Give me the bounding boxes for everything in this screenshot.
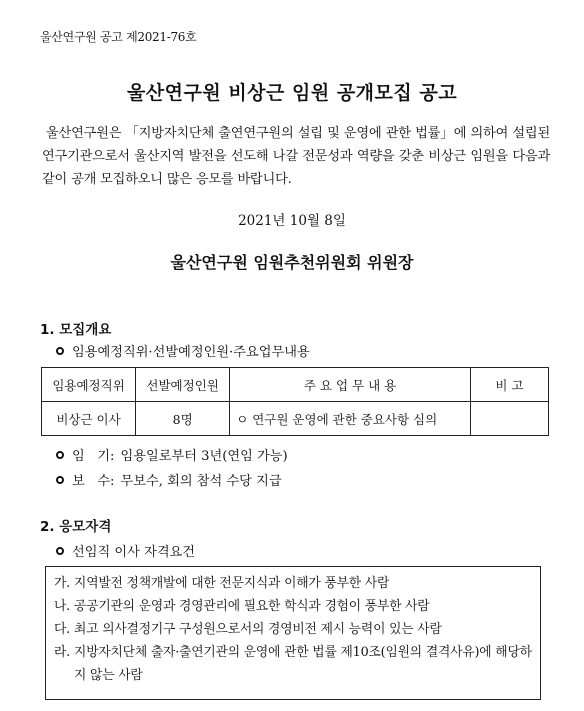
qualification-box	[45, 566, 541, 700]
table-cell-duties: ㅇ 연구원 운영에 관한 중요사항 심의	[230, 402, 471, 436]
list-item	[54, 641, 532, 687]
section-heading-eligibility: 2. 응모자격	[40, 519, 112, 535]
list-item	[54, 572, 532, 595]
issuer-name: 울산연구원 임원추천위원회 위원장	[170, 253, 414, 272]
table-header-position: 임용예정직위	[42, 368, 136, 402]
table-cell-headcount: 8명	[136, 402, 230, 436]
subheading-director-qualifications	[56, 541, 195, 560]
list-marker: 라.	[54, 645, 71, 660]
table-cell-remarks	[470, 402, 548, 436]
term-label: 임 기:	[72, 449, 115, 464]
list-item-text: 지역발전 정책개발에 대한 전문지식과 이해가 풍부한 사람	[74, 576, 390, 591]
circle-bullet-icon	[56, 347, 64, 355]
document-number: 울산연구원 공고 제2021-76호	[40, 30, 197, 44]
announcement-date: 2021년 10월 8일	[238, 213, 346, 229]
circle-bullet-icon	[56, 547, 64, 555]
term-line	[56, 445, 288, 464]
subheading-position-overview	[56, 341, 310, 360]
list-item	[54, 595, 532, 618]
table-header-remarks: 비 고	[470, 368, 548, 402]
term-value: 임용일로부터 3년(연임 가능)	[120, 449, 288, 464]
table-row	[42, 402, 549, 436]
subheading-text: 임용예정직위·선발예정인원·주요업무내용	[72, 345, 310, 360]
pay-line	[56, 470, 282, 489]
circle-bullet-icon	[56, 476, 64, 484]
position-table	[41, 367, 549, 436]
list-item-text: 지방자치단체 출자·출연기관의 운영에 관한 법률 제10조(임원의 결격사유)에 해당하지 않는 사람	[74, 645, 532, 683]
table-header-row	[42, 368, 549, 402]
page-title: 울산연구원 비상근 임원 공개모집 공고	[126, 82, 458, 104]
intro-paragraph: 울산연구원은 「지방자치단체 출연연구원의 설립 및 운영에 관한 법률」에 의하여 설립된 연구기관으로서 울산지역 발전을 선도해 나갈 전문성과 역량을 갖춘 비상근 임원을 다음과 같이 공개 모집하오니 많은 응모를 바랍니다.	[42, 126, 550, 187]
pay-label: 보 수:	[72, 474, 115, 489]
list-marker: 나.	[54, 599, 71, 614]
list-marker: 다.	[54, 622, 71, 637]
table-cell-position: 비상근 이사	[42, 402, 136, 436]
table-header-headcount: 선발예정인원	[136, 368, 230, 402]
list-item-text: 최고 의사결정기구 구성원으로서의 경영비전 제시 능력이 있는 사람	[74, 622, 442, 637]
list-marker: 가.	[54, 576, 71, 591]
list-item-text: 공공기관의 운영과 경영관리에 필요한 학식과 경험이 풍부한 사람	[74, 599, 430, 614]
subheading-text: 선임직 이사 자격요건	[72, 545, 196, 560]
circle-bullet-icon	[56, 451, 64, 459]
table-header-duties: 주 요 업 무 내 용	[230, 368, 471, 402]
section-heading-recruitment-overview: 1. 모집개요	[40, 322, 112, 338]
pay-value: 무보수, 회의 참석 수당 지급	[120, 474, 282, 489]
list-item	[54, 618, 532, 641]
